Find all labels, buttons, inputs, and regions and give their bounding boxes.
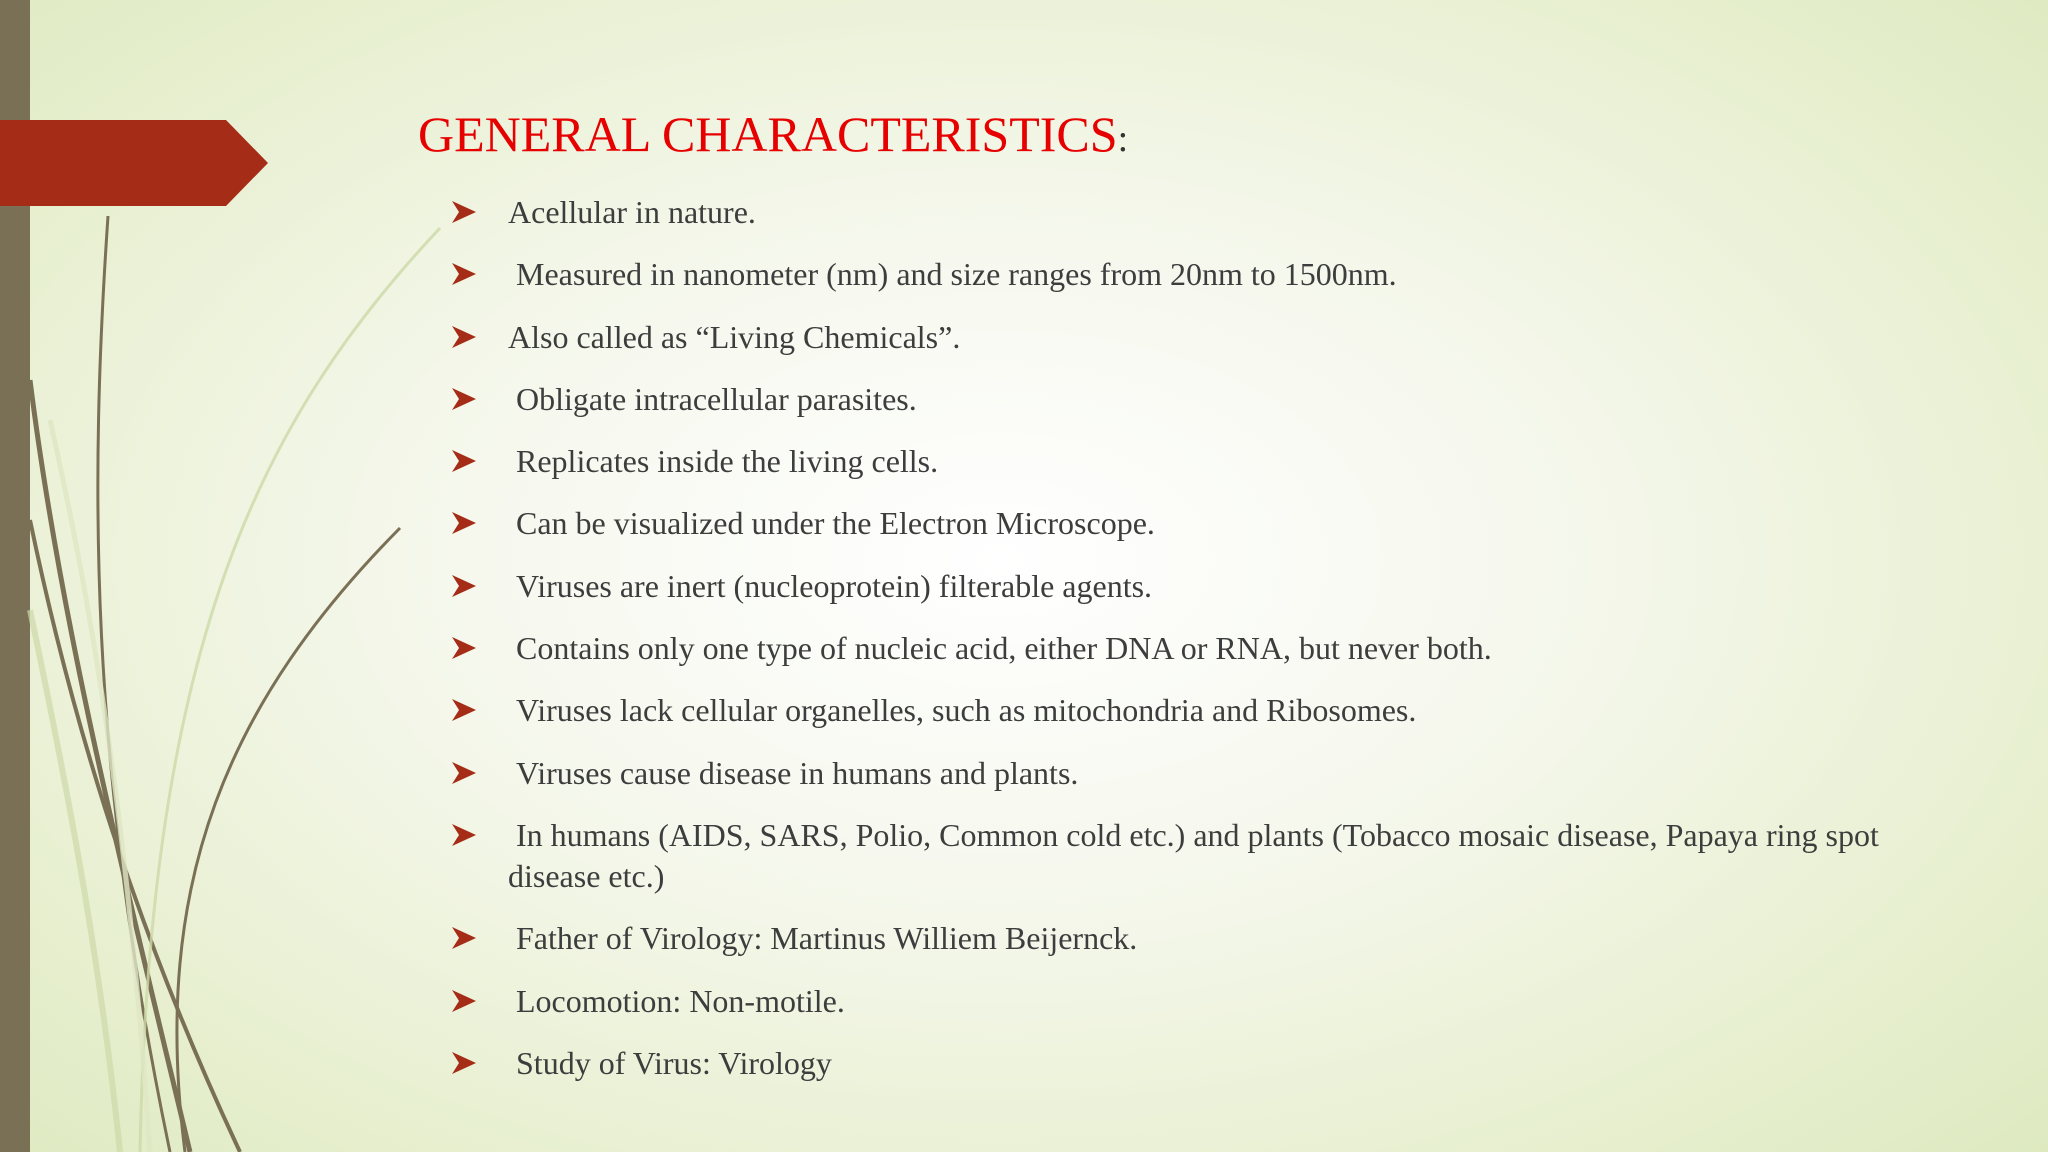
bullet-item (450, 566, 1930, 607)
arrowhead-bullet-icon (452, 201, 476, 223)
bullet-text: Viruses are inert (nucleoprotein) filterable agents. (516, 567, 1153, 604)
title-banner-arrow (0, 120, 270, 206)
bullet-item (450, 628, 1930, 669)
bullet-item (450, 379, 1930, 420)
bullet-text: In humans (AIDS, SARS, Polio, Common cold etc.) and plants (Tobacco mosaic disease, Papaya ring spot disease etc.) (508, 816, 1879, 894)
bullet-text: Viruses cause disease in humans and plants. (516, 754, 1079, 791)
arrowhead-bullet-icon (452, 990, 476, 1012)
bullet-item (450, 815, 1930, 897)
arrowhead-bullet-icon (452, 762, 476, 784)
bullet-item (450, 317, 1930, 358)
bullet-text: Father of Virology: Martinus Williem Beijernck. (516, 920, 1138, 957)
bullet-text: Acellular in nature. (508, 194, 756, 230)
characteristics-list (450, 192, 1930, 1105)
slide-title-text: GENERAL CHARACTERISTICS (418, 106, 1118, 162)
bullet-text: Study of Virus: Virology (516, 1044, 832, 1081)
bullet-text: Measured in nanometer (nm) and size ranges from 20nm to 1500nm. (516, 256, 1397, 293)
bullet-item (450, 192, 1930, 233)
bullet-item (450, 753, 1930, 794)
arrowhead-bullet-icon (452, 512, 476, 534)
slide-title-colon: : (1117, 118, 1129, 160)
bullet-text: Replicates inside the living cells. (516, 443, 939, 480)
arrowhead-bullet-icon (452, 263, 476, 285)
arrowhead-bullet-icon (452, 824, 476, 846)
arrowhead-bullet-icon (452, 388, 476, 410)
arrowhead-bullet-icon (452, 326, 476, 348)
bullet-text: Viruses lack cellular organelles, such as mitochondria and Ribosomes. (516, 692, 1417, 729)
bullet-text: Obligate intracellular parasites. (516, 380, 917, 417)
arrowhead-bullet-icon (452, 637, 476, 659)
arrowhead-bullet-icon (452, 699, 476, 721)
bullet-text: Also called as “Living Chemicals”. (508, 318, 961, 355)
arrowhead-bullet-icon (452, 927, 476, 949)
bullet-item (450, 254, 1930, 295)
bullet-item (450, 981, 1930, 1022)
slide-title (418, 104, 1128, 164)
bullet-item (450, 441, 1930, 482)
bullet-text: Can be visualized under the Electron Microscope. (516, 505, 1155, 542)
bullet-item (450, 503, 1930, 544)
arrowhead-bullet-icon (452, 450, 476, 472)
bullet-text: Contains only one type of nucleic acid, either DNA or RNA, but never both. (516, 630, 1492, 667)
bullet-text: Locomotion: Non-motile. (516, 982, 845, 1019)
arrowhead-bullet-icon (452, 1052, 476, 1074)
bullet-item (450, 1043, 1930, 1084)
arrowhead-bullet-icon (452, 575, 476, 597)
bullet-item (450, 918, 1930, 959)
bullet-item (450, 690, 1930, 731)
